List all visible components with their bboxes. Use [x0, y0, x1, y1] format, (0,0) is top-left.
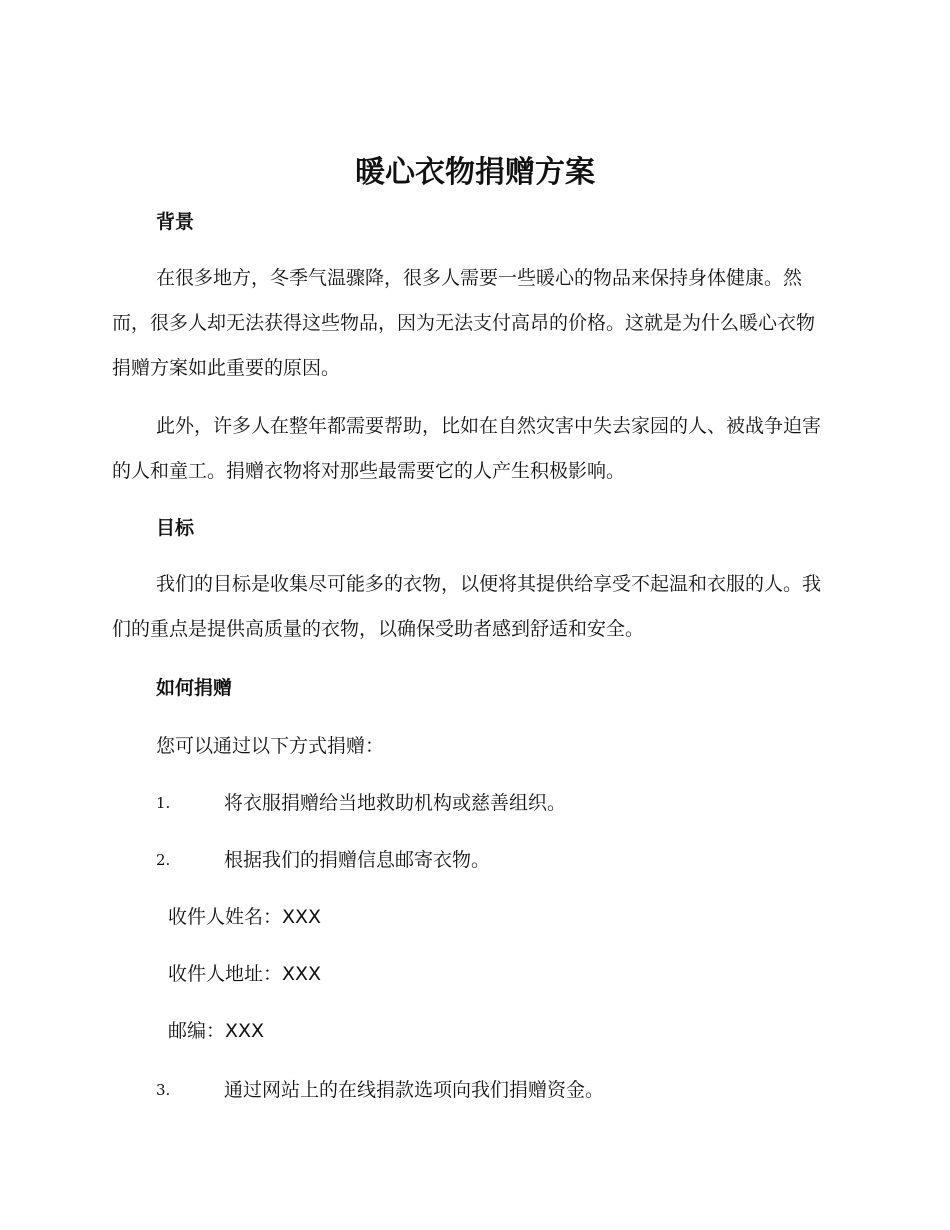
background-paragraph-2: 此外，许多人在整年都需要帮助，比如在自然灾害中失去家园的人、被战争迫害的人和童工。捐赠衣物将对那些最需要它的人产生积极影响。 — [112, 415, 822, 482]
section-heading-background: 背景 — [156, 211, 195, 233]
how-intro: 您可以通过以下方式捐赠： — [156, 735, 385, 757]
section-heading-how: 如何捐赠 — [156, 677, 233, 699]
list-text: 通过网站上的在线捐款选项向我们捐赠资金。 — [224, 1079, 605, 1101]
recipient-name-line: 收件人姓名：XXX — [168, 906, 322, 928]
list-item — [156, 1076, 604, 1104]
list-item — [156, 789, 566, 817]
list-text: 将衣服捐赠给当地救助机构或慈善组织。 — [224, 792, 567, 814]
list-number: 3. — [156, 1081, 171, 1099]
goal-paragraph-1: 我们的目标是收集尽可能多的衣物，以便将其提供给享受不起温和衣服的人。我们的重点是提供高质量的衣物，以确保受助者感到舒适和安全。 — [112, 573, 822, 640]
document-title: 暖心衣物捐赠方案 — [355, 155, 595, 190]
list-number: 2. — [156, 851, 171, 869]
postcode-line: 邮编：XXX — [168, 1020, 265, 1042]
background-paragraph-1: 在很多地方，冬季气温骤降，很多人需要一些暖心的物品来保持身体健康。然而，很多人却无法获得这些物品，因为无法支付高昂的价格。这就是为什么暖心衣物捐赠方案如此重要的原因。 — [112, 267, 816, 379]
section-heading-goal: 目标 — [156, 517, 195, 539]
list-text: 根据我们的捐赠信息邮寄衣物。 — [224, 849, 491, 871]
list-item — [156, 846, 490, 874]
recipient-address-line: 收件人地址：XXX — [168, 963, 322, 985]
list-number: 1. — [156, 794, 171, 812]
